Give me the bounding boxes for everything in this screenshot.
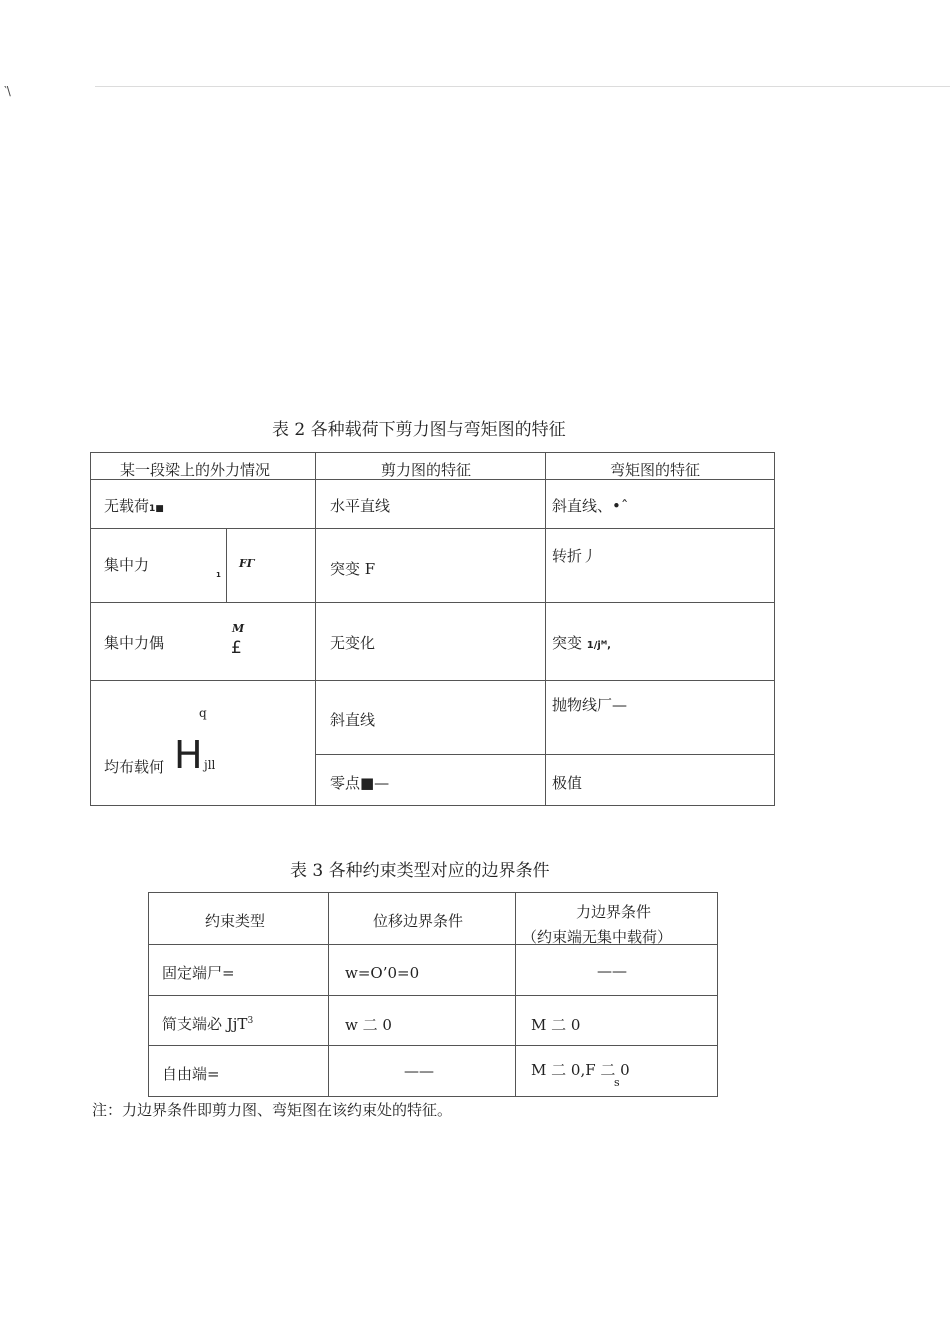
table2-row1-shear: 水平直线 — [330, 497, 391, 515]
moment-label: 突变 — [552, 634, 583, 652]
load-mark: 1■ — [149, 504, 164, 514]
table3-row1-force: —— — [597, 962, 627, 980]
load-label: 无载荷 — [104, 497, 150, 515]
table2-header-shear: 剪力图的特征 — [381, 461, 472, 479]
table2-row4-moment2: 极值 — [552, 774, 583, 792]
table2-row4-mark-q: q — [199, 706, 207, 720]
table2-row2-load: 集中力 — [104, 556, 150, 574]
table3-header-type: 约束类型 — [205, 912, 266, 930]
table3-row2-disp: w 二 0 — [345, 1016, 392, 1034]
table2-row2-mark-a: 1 — [216, 571, 221, 579]
table3-note: 注：力边界条件即剪力图、弯矩图在该约束处的特征。 — [92, 1101, 453, 1119]
table2-row3-mark-a: M — [232, 622, 245, 635]
table2-row4-shear: 斜直线 — [330, 711, 376, 729]
table3-row2-type — [162, 1013, 253, 1034]
table3-row3-force-sub: s — [614, 1076, 620, 1089]
type-sup: 3 — [247, 1016, 254, 1026]
table2-row3-load: 集中力偶 — [104, 634, 165, 652]
moment-mark: 1/jᴹ, — [586, 640, 611, 651]
table3-caption: 表 3 各种约束类型对应的边界条件 — [290, 861, 550, 881]
table2-row3-shear: 无变化 — [330, 634, 376, 652]
table2-row2-moment: 转折丿 — [552, 547, 598, 565]
table2-row3-moment — [552, 632, 611, 653]
table2-row3-mark-b: £ — [231, 638, 242, 658]
table3-row3-force: M 二 0,F 二 0 — [531, 1061, 630, 1079]
table3-row3-disp: —— — [404, 1062, 434, 1080]
table3-header-disp: 位移边界条件 — [373, 912, 464, 930]
table2-caption: 表 2 各种载荷下剪力图与弯矩图的特征 — [272, 420, 566, 440]
table2-row1-moment: 斜直线、•ˆ — [552, 497, 629, 515]
table2-row4-load: 均布载何 — [104, 758, 165, 776]
table2-header-moment: 弯矩图的特征 — [610, 461, 701, 479]
type-label: 简支端必 JjT — [162, 1015, 248, 1033]
table2-row4-mark-H: H — [174, 733, 203, 777]
table3-row3-type: 自由端= — [162, 1065, 220, 1083]
corner-mark: ‵\ — [4, 84, 11, 98]
table3-row1-disp: w=O’0=0 — [345, 964, 420, 982]
table3-row1-type: 固定端尸= — [162, 964, 235, 982]
table3-header-force-note: （约束端无集中载荷） — [522, 928, 673, 946]
table2-row4-moment: 抛物线厂— — [552, 696, 628, 714]
table3-row2-force: M 二 0 — [531, 1016, 581, 1034]
table2-header-load: 某一段梁上的外力情况 — [120, 461, 271, 479]
table3-header-force: 力边界条件 — [576, 903, 652, 921]
table2-row1-load — [104, 495, 164, 516]
table2-row4-shear2: 零点■— — [330, 774, 390, 792]
table2-row4-mark-sub: jll — [204, 758, 216, 772]
table2-row2-mark-b: FΓ — [239, 557, 255, 570]
table2-row2-shear: 突变 F — [330, 560, 376, 578]
